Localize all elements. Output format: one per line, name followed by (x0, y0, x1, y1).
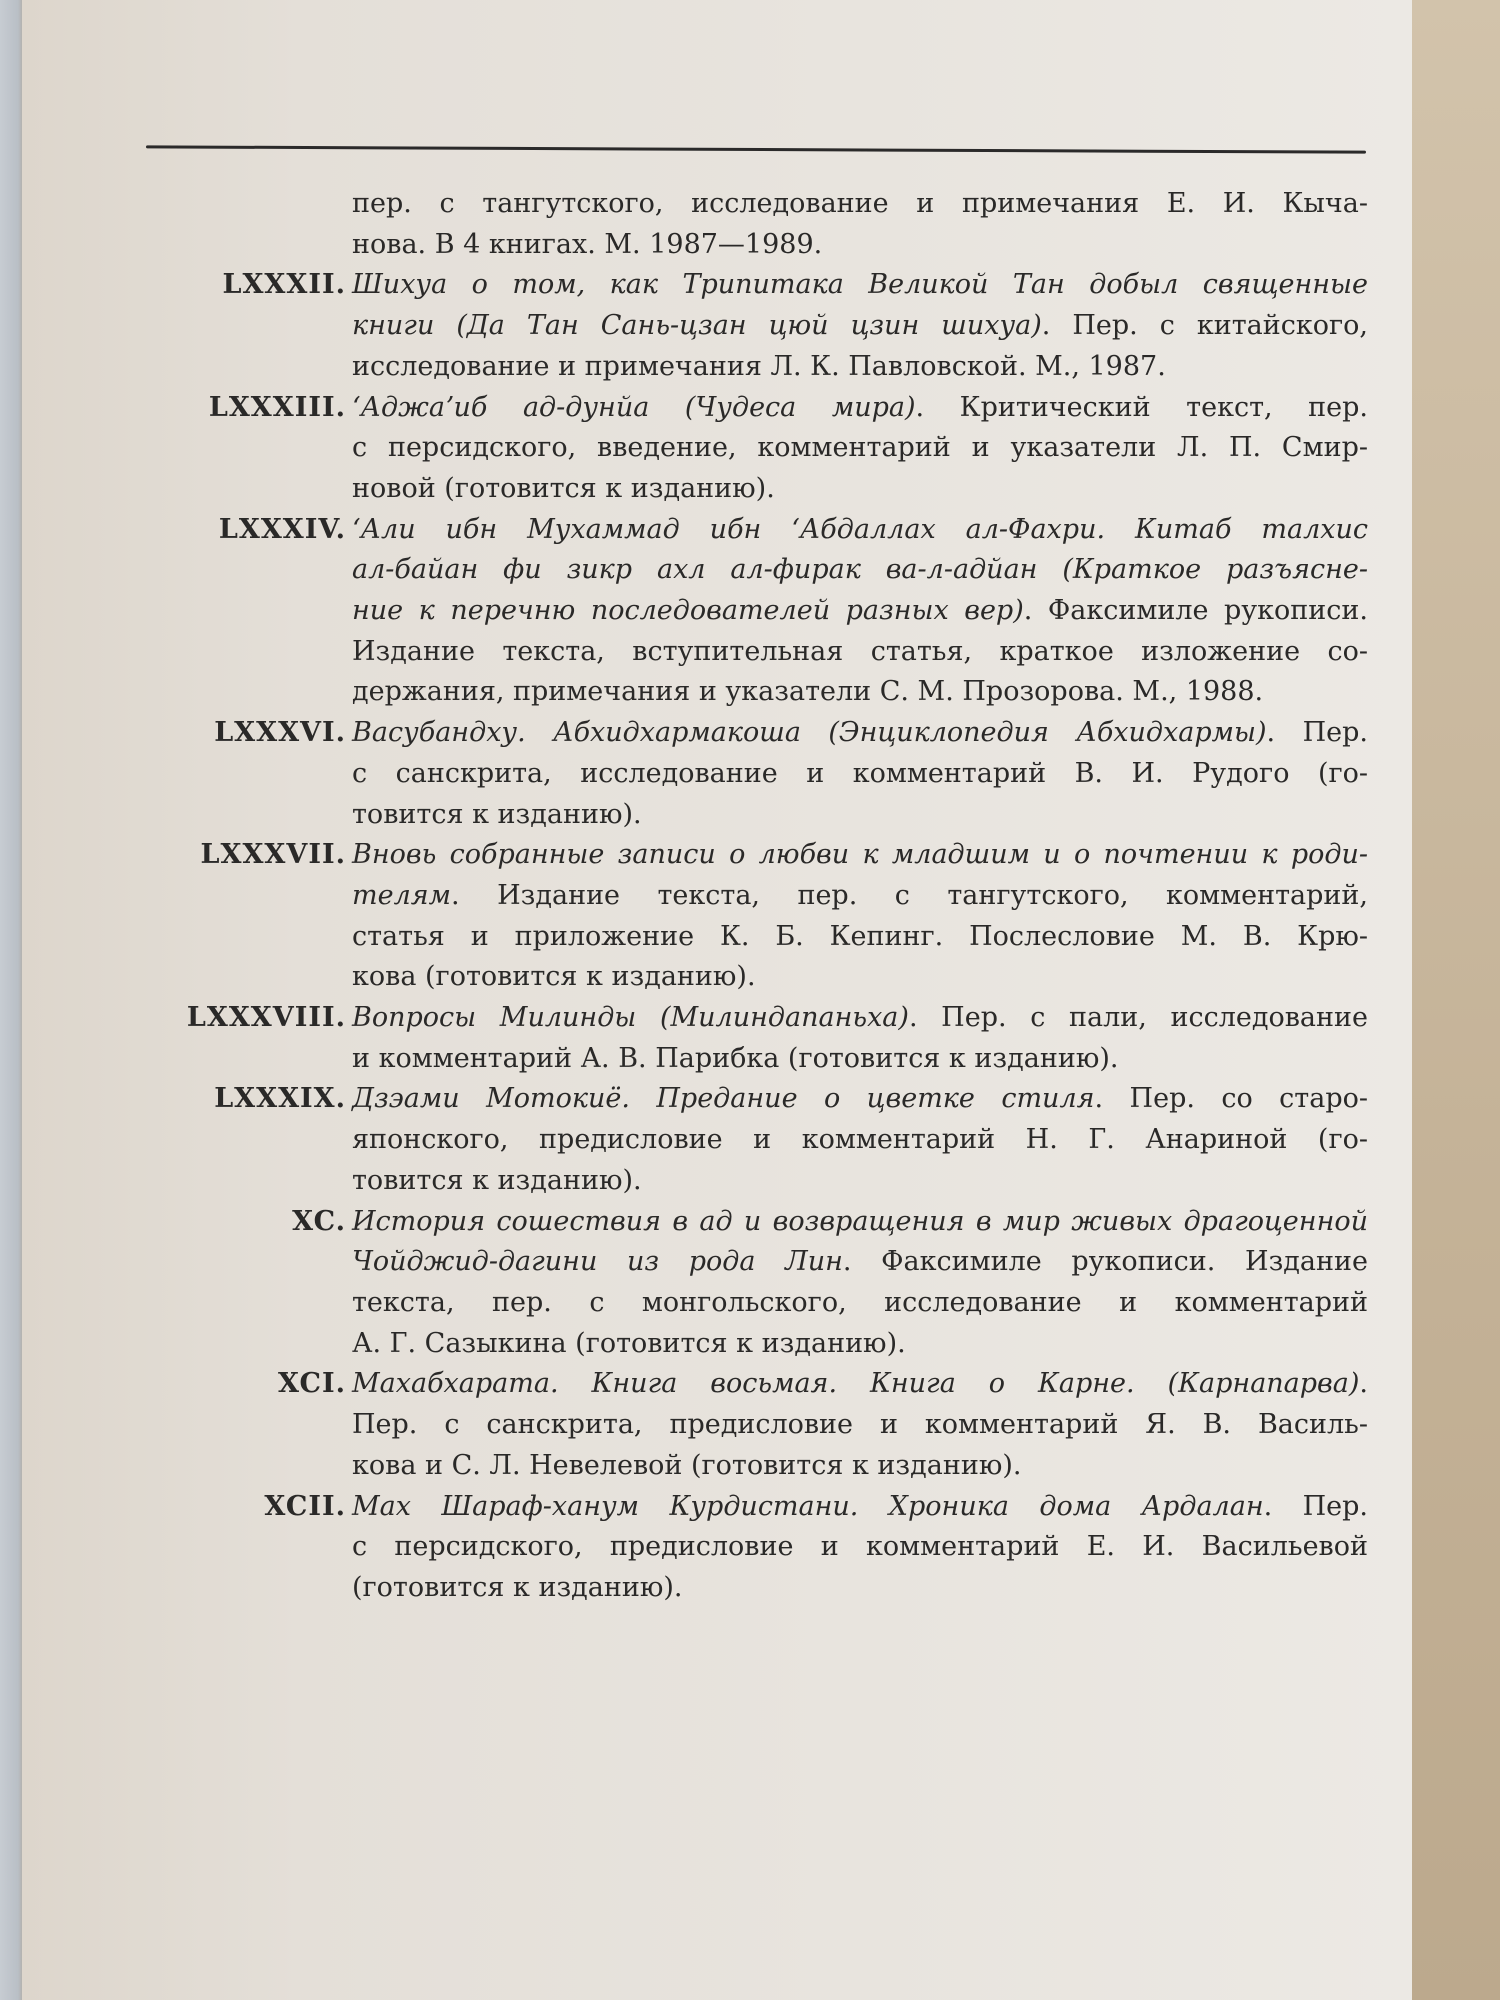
entry-line (352, 550, 1368, 591)
entry-number: LXXXVIII. (186, 1002, 346, 1034)
title-text: телям (352, 879, 452, 911)
description-text: товится к изданию). (352, 798, 642, 830)
description-text: кова (готовится к изданию). (352, 961, 756, 993)
description-text: нова. В 4 книгах. М. 1987—1989. (352, 228, 823, 260)
entry-text (352, 998, 1368, 1079)
bibliography-entry (0, 388, 1412, 510)
background-right (1412, 0, 1500, 2000)
description-text: с персидского, введение, комментарий и указатели Л. П. Смир- (352, 432, 1368, 464)
entry-line (352, 1242, 1368, 1283)
entry-line (352, 388, 1368, 429)
entry-number: LXXXIV. (218, 513, 346, 545)
title-text: ал-байан фи зикр ахл ал-фирак ва-л-адйан (Краткое разъясне- (352, 554, 1368, 586)
bibliography-entry (0, 1202, 1412, 1365)
title-text: ʻАджаʼиб ад-дунйа (Чудеса мира) (352, 391, 916, 423)
entry-number: XCII. (264, 1490, 346, 1522)
entry-line (352, 469, 1368, 510)
entry-number: LXXXIX. (214, 1083, 346, 1115)
bibliography-entry (0, 1487, 1412, 1609)
title-text: Вопросы Милинды (Милиндапаньха) (352, 1002, 909, 1034)
entry-line (352, 1364, 1368, 1405)
entry-text (352, 1487, 1368, 1609)
entry-number: XCI. (278, 1368, 346, 1400)
entry-line (352, 672, 1368, 713)
entry-line (352, 917, 1368, 958)
entry-text (352, 713, 1368, 835)
bibliography-entry (0, 998, 1412, 1079)
entry-line (352, 835, 1368, 876)
title-text: Махабхарата. Книга восьмая. Книга о Карне. (Карнапарва) (352, 1368, 1360, 1400)
description-text: . Факсимиле рукописи. (1023, 595, 1368, 627)
entry-line (352, 957, 1368, 998)
entry-line (352, 1324, 1368, 1365)
entry-line (352, 428, 1368, 469)
description-text: и комментарий А. В. Парибка (готовится к изданию). (352, 1042, 1119, 1074)
entry-text (352, 388, 1368, 510)
entry-line (352, 1487, 1368, 1528)
entry-number: LXXXVII. (200, 839, 346, 871)
entry-number: LXXXII. (222, 269, 346, 301)
entry-line (352, 1446, 1368, 1487)
description-text: . Пер. со старо- (1094, 1083, 1369, 1115)
title-text: Чойджид-дагини из рода Лин (352, 1246, 843, 1278)
bibliography-list (0, 184, 1412, 1609)
entry-line (352, 225, 1368, 266)
title-text: Мах Шараф-ханум Курдистани. Хроника дома Ардалан (352, 1490, 1264, 1522)
description-text: держания, примечания и указатели С. М. Прозорова. М., 1988. (352, 676, 1264, 708)
entry-line (352, 265, 1368, 306)
title-text: ʻАли ибн Мухаммад ибн ʻАбдаллах ал-Фахри. Китаб талхис (352, 513, 1368, 545)
entry-text (352, 184, 1368, 265)
title-text: Дзэами Мотокиё. Предание о цветке стиля (352, 1083, 1095, 1115)
entry-line (352, 632, 1368, 673)
title-text: Шихуа о том, как Трипитака Великой Тан добыл священные (352, 269, 1368, 301)
entry-text (352, 1364, 1368, 1486)
description-text: Издание текста, вступительная статья, краткое изложение со- (352, 635, 1368, 667)
description-text: пер. с тангутского, исследование и примечания Е. И. Кыча- (352, 188, 1368, 219)
bibliography-entry (0, 184, 1412, 265)
title-text: Вновь собранные записи о любви к младшим и о почтении к роди- (352, 839, 1368, 871)
description-text: . Издание текста, пер. с тангутского, комментарий, (451, 879, 1368, 911)
description-text: исследование и примечания Л. К. Павловской. М., 1987. (352, 350, 1166, 382)
description-text: . Пер. (1266, 717, 1368, 749)
entry-line (352, 1283, 1368, 1324)
entry-line (352, 347, 1368, 388)
bibliography-entry (0, 265, 1412, 387)
description-text: Пер. с санскрита, предисловие и комментарий Я. В. Василь- (352, 1409, 1368, 1441)
bibliography-entry (0, 1364, 1412, 1486)
description-text: . Пер. с пали, исследование (908, 1002, 1369, 1034)
bibliography-entry (0, 510, 1412, 714)
title-text: книги (Да Тан Сань-цзан цюй цзин шихуа) (352, 310, 1042, 342)
entry-text (352, 265, 1368, 387)
description-text: товится к изданию). (352, 1164, 642, 1196)
entry-line (352, 795, 1368, 836)
entry-line (352, 306, 1368, 347)
description-text: . (1359, 1368, 1368, 1400)
entry-line (352, 1405, 1368, 1446)
description-text: текста, пер. с монгольского, исследование и комментарий (352, 1286, 1368, 1318)
entry-line (352, 1079, 1368, 1120)
entry-line (352, 754, 1368, 795)
entry-line (352, 591, 1368, 632)
entry-line (352, 713, 1368, 754)
entry-text (352, 1202, 1368, 1365)
entry-number: LXXXVI. (214, 717, 346, 749)
entry-line (352, 998, 1368, 1039)
entry-line (352, 1202, 1368, 1243)
description-text: . Пер. с китайского, (1041, 310, 1368, 342)
entry-line (352, 876, 1368, 917)
entry-line (352, 1568, 1368, 1609)
description-text: с санскрита, исследование и комментарий В. И. Рудого (го- (352, 757, 1368, 789)
title-text: ние к перечню последователей разных вер) (352, 595, 1024, 627)
entry-number: LXXXIII. (208, 391, 346, 423)
description-text: . Пер. (1263, 1490, 1368, 1522)
entry-line (352, 1120, 1368, 1161)
entry-text (352, 835, 1368, 998)
bibliography-entry (0, 1079, 1412, 1201)
entry-line (352, 1527, 1368, 1568)
description-text: (готовится к изданию). (352, 1571, 683, 1603)
description-text: японского, предисловие и комментарий Н. Г. Анариной (го- (352, 1124, 1368, 1156)
description-text: с персидского, предисловие и комментарий Е. И. Васильевой (352, 1531, 1368, 1563)
entry-line (352, 1039, 1368, 1080)
description-text: А. Г. Сазыкина (готовится к изданию). (352, 1327, 906, 1359)
description-text: . Критический текст, пер. (915, 391, 1369, 423)
entry-number: XC. (292, 1205, 346, 1237)
entry-text (352, 1079, 1368, 1201)
bibliography-entry (0, 713, 1412, 835)
bibliography-entry (0, 835, 1412, 998)
entry-line (352, 1161, 1368, 1202)
entry-line (352, 510, 1368, 551)
description-text: . Факсимиле рукописи. Издание (842, 1246, 1368, 1278)
entry-line (352, 184, 1368, 225)
title-text: История сошествия в ад и возвращения в мир живых драгоценной (352, 1205, 1368, 1237)
entry-text (352, 510, 1368, 714)
title-text: Васубандху. Абхидхармакоша (Энциклопедия Абхидхармы) (352, 717, 1267, 749)
description-text: кова и С. Л. Невелевой (готовится к изданию). (352, 1449, 1022, 1481)
description-text: новой (готовится к изданию). (352, 472, 775, 504)
description-text: статья и приложение К. Б. Кепинг. Послесловие М. В. Крю- (352, 920, 1368, 952)
